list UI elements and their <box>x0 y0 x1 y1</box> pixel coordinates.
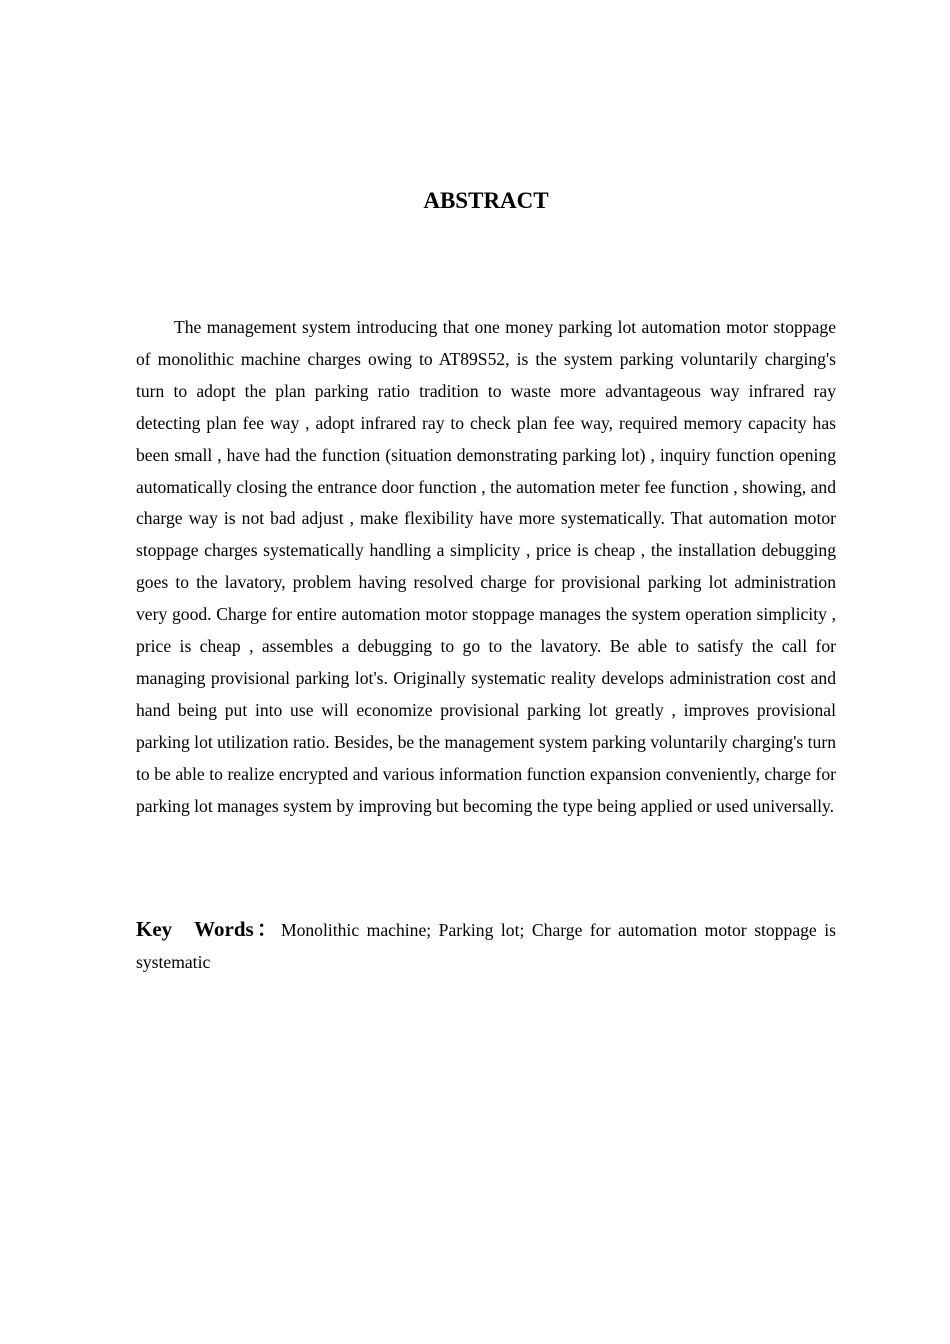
keywords-text: Monolithic machine; Parking lot; Charge for automation motor stoppage is systematic <box>136 920 836 972</box>
keywords-paragraph <box>136 914 836 979</box>
abstract-title: ABSTRACT <box>423 188 549 213</box>
abstract-body: The management system introducing that one money parking lot automation motor stoppage of monolithic machine charges owing to AT89S52, is the system parking voluntarily charging's turn to adopt the plan parking ratio tradition to waste more advantageous way infrared ray detecting plan fee way , adopt infrared ray to check plan fee way, required memory capacity has been small , have had the function (situation demonstrating parking lot) , inquiry function opening automatically closing the entrance door function , the automation meter fee function , showing, and charge way is not bad adjust , make flexibility have more systematically. That automation motor stoppage charges systematically handling a simplicity , price is cheap , the installation debugging goes to the lavatory, problem having resolved charge for provisional parking lot administration very good. Charge for entire automation motor stoppage manages the system operation simplicity , price is cheap , assembles a debugging to go to the lavatory. Be able to satisfy the call for managing provisional parking lot's. Originally systematic reality develops administration cost and hand being put into use will economize provisional parking lot greatly , improves provisional parking lot utilization ratio. Besides, be the management system parking voluntarily charging's turn to be able to realize encrypted and various information function expansion conveniently, charge for parking lot manages system by improving but becoming the type being applied or used universally. <box>136 317 836 816</box>
keywords-label: Key Words： <box>136 917 281 941</box>
